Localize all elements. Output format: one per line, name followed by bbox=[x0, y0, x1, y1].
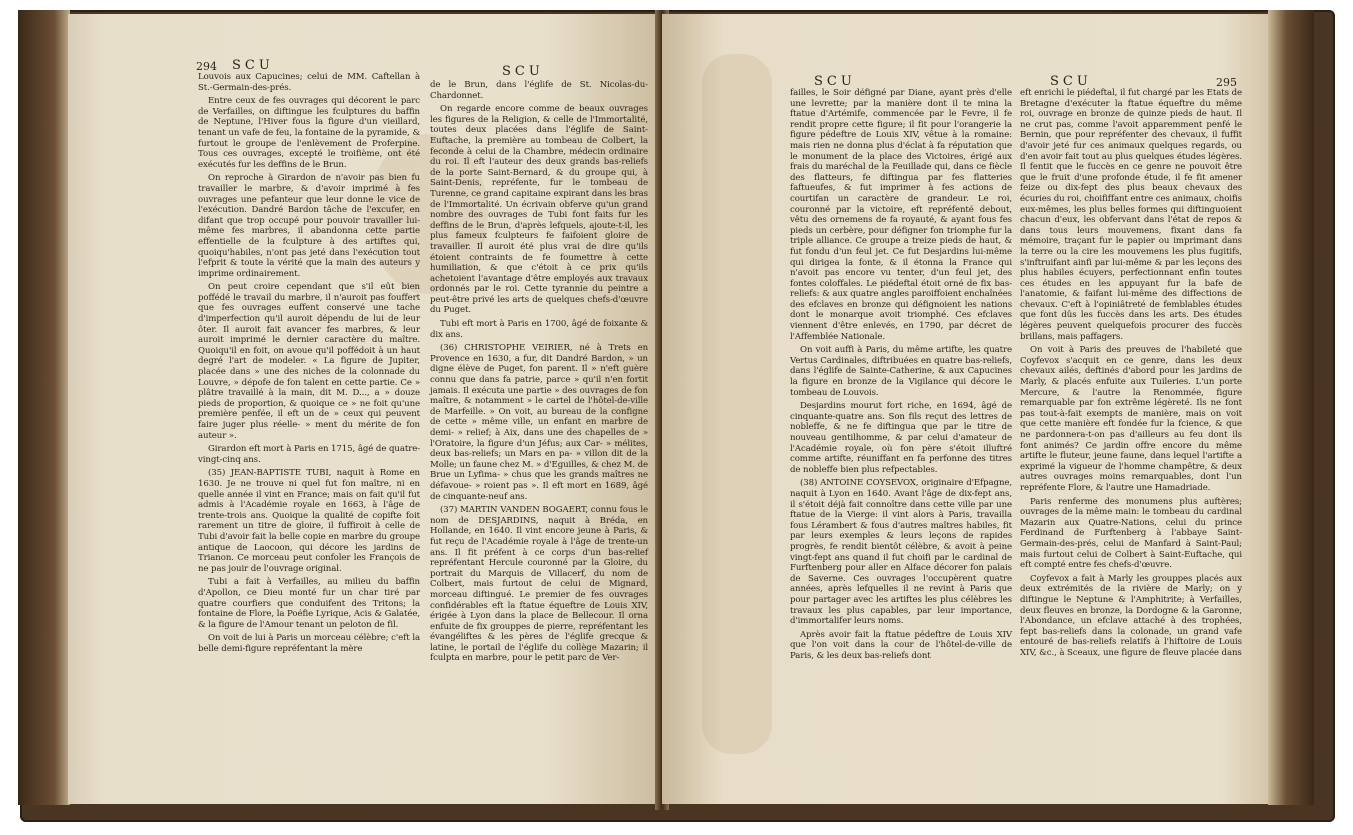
paragraph: (35) JEAN-BAPTISTE TUBI, naquit à Rome en 1630. Je ne trouve ni quel fut fon maître, ni en quelle année il vint en France; mais on fait qu'il fut admis à l'Académie royale en 1663, à l'âge de trente-trois ans. Quoique la qualité de copifte foit rarement un titre de gloire, il fuffiroit à celle de Tubi d'avoir fait la belle copie en marbre du groupe antique de Laocoon, qui décore les jardins de Trianon. Ce morceau peut confoler les François de ne pas jouir de l'ouvrage original. bbox=[198, 468, 420, 574]
paper-stain bbox=[702, 54, 772, 754]
paragraph: Entre ceux de fes ouvrages qui décorent le parc de Verfailles, on diftingue les fculptures du baffin de Neptune, l'Hiver fous la figure d'un vieillard, tenant un vafe de feu, la fontaine de la pyramide, & furtout le groupe de l'enlèvement de Proferpine. Tous ces ouvrages, excepté le troifième, ont été exécutés fur les deffins de le Brun. bbox=[198, 96, 420, 170]
paragraph: Après avoir fait la ftatue pédeftre de Louis XIV que l'on voit dans la cour de l'hôtel-de-ville de Paris, & les deux bas-reliefs dont bbox=[790, 629, 1012, 661]
left-page-column-1 bbox=[198, 72, 420, 657]
paragraph: On voit de lui à Paris un morceau célèbre; c'eft la belle demi-figure repréfentant la mère bbox=[198, 633, 420, 654]
running-header-left-col2: SCU bbox=[502, 64, 544, 79]
paragraph: de le Brun, dans l'églife de St. Nicolas-du-Chardonnet. bbox=[430, 80, 648, 101]
paragraph: eft enrichi le piédeftal, il fut chargé par les Etats de Bretagne d'exécuter la ftatue équeftre du même roi, ouvrage en bronze de quinze pieds de haut. Il ne crut pas, comme l'avoit apparemment penfé le Bernin, que pour repréfenter des chevaux, il fuffit d'avoir jeté fur ces animaux quelques regards, ou d'en avoir fait tout au plus quelques études légères. Il fentit que le fuccès en ce genre ne pouvoit être que le fruit d'une profonde étude, il fe fit amener feize ou dix-fept des plus beaux chevaux des écuries du roi, choififfant entre ces animaux, choifis eux-mêmes, les plus belles formes qui diftinguoient chacun d'eux, les obfervant dans l'état de repos & dans tous leurs mouvemens, fixant dans fa mémoire, traçant fur le papier ou imprimant dans la terre ou la cire les mouvemens les plus fugitifs, s'inftruifant ainfi par lui-même & par les leçons des plus habiles écuyers, perfectionnant enfin toutes ces études en les appuyant fur la bafe de l'anatomie, & faifant lui-même des diffections de chevaux. C'eft à l'opiniâtreté de femblables études que font dûs les fuccès dans les arts. Des études légères peuvent quelquefois procurer des fuccès brillans, mais paffagers. bbox=[1020, 88, 1242, 342]
paragraph: Paris renferme des monumens plus auftères; ouvrages de la même main: le tombeau du cardinal Mazarin aux Quatre-Nations, celui du prince Ferdinand de Furftenberg à l'abbaye Saint-Germain-des-prés, celui de Manfard à Saint-Paul; mais furtout celui de Colbert à Saint-Euftache, qui eft compté entre fes chefs-d'œuvre. bbox=[1020, 496, 1242, 571]
paragraph: Coyfevox a fait à Marly les grouppes placés aux deux extrémités de la rivière de Marly; on y diftingue le Neptune & l'Amphitrite; à Verfailles, deux fleuves en bronze, la Dordogne & la Garonne, l'Abondance, un efclave attaché à des trophées, fept bas-reliefs dans la colonade, un grand vafe entouré de bas-reliefs relatifs à l'hiftoire de Louis XIV, &c., à Sceaux, une figure de fleuve placée dans bbox=[1020, 573, 1242, 658]
right-page-column-1 bbox=[790, 88, 1012, 664]
paragraph: On reproche à Girardon de n'avoir pas bien fu travailler le marbre, & d'avoir imprimé à fes ouvrages une pefanteur que leur donne le vice de l'exécution. Dandré Bardon tâche de l'excufer, en difant que trop occupé pour pouvoir travailler lui-même fes marbres, il abandonna cette partie effentielle de la fculpture à des artiftes qui, quoiqu'habiles, n'ont pas jeté dans l'exécution tout l'efprit & toute la vérité que la main des auteurs y imprime ordinairement. bbox=[198, 173, 420, 279]
paragraph: On peut croire cependant que s'il eût bien poffédé le travail du marbre, il n'auroit pas fouffert que fes ouvrages euffent conservé une tache d'imperfection qu'il auroit dépendu de lui de leur ôter. Il auroit fait avancer fes marbres, & leur auroit imprimé le dernier caractère du maître. Quoiqu'il en foit, on avoue qu'il poffédoit à un haut degré l'art de modeler. « La figure de Jupiter, placée dans » une des niches de la colonnade du Louvre, » dépofe de fon talent en cette partie. Ce » plâtre travaillé à la main, dit M. D..., a » douze pieds de proportion, & quoique ce » ne foit qu'une première penfée, il eft un de » ceux qui peuvent faire juger plus réelle- » ment du mérite de fon auteur ». bbox=[198, 282, 420, 441]
paragraph: (38) ANTOINE COYSEVOX, originaire d'Efpagne, naquit à Lyon en 1640. Avant l'âge de dix-fept ans, il s'étoit déjà fait connoître dans cette ville par une ftatue de la Vierge: il vint alors à Paris, travailla fous Lérambert & fous d'autres maîtres habiles, fit par leurs exemples & leurs leçons de rapides progrès, fe rendit bientôt célèbre, & avoit à peine vingt-fept ans quand il fut choifi par le cardinal de Furftenberg pour aller en Alface décorer fon palais de Saverne. Ces ouvrages l'occupèrent quatre années, après lefquelles il ne revint à Paris que pour partager avec les artiftes les plus célèbres les travaux les plus capables, par leur importance, d'immortalifer leurs noms. bbox=[790, 478, 1012, 627]
running-header-right-col1: SCU bbox=[814, 74, 856, 89]
paragraph: On regarde encore comme de beaux ouvrages les figures de la Religion, & celle de l'Immortalité, toutes deux placées dans l'églife de Saint-Euftache, la première au tombeau de Colbert, la feconde à celui de la Chambre, médecin ordinaire du roi. Il eft l'auteur des deux grands bas-reliefs de la porte Saint-Bernard, & du groupe qui, à Saint-Denis, repréfente, fur le tombeau de Turenne, ce grand capitaine expirant dans les bras de l'Immortalité. Un écrivain obferve qu'un grand nombre des ouvrages de Tubi font faits fur les deffins de le Brun, d'après lefquels, ajoute-t-il, les plus fameux fculpteurs fe faifoient gloire de travailler. Il auroit été plus vrai de dire qu'ils étoient contraints de fe foumettre à cette humiliation, & que c'étoit à ce prix qu'ils achetoient l'avantage d'être employés aux travaux ordonnés par le roi. Cette tyrannie du peintre a peut-être privé les arts de quelques chefs-d'œuvre du Puget. bbox=[430, 104, 648, 316]
right-page-column-2 bbox=[1020, 88, 1242, 661]
paragraph: Girardon eft mort à Paris en 1715, âgé de quatre-vingt-cinq ans. bbox=[198, 444, 420, 465]
paragraph: (36) CHRISTOPHE VEIRIER, né à Trets en Provence en 1630, a fur, dit Dandré Bardon, » un digne élève de Puget, fon parent. Il » n'eft guère connu que dans fa patrie, parce » qu'il n'en fortit jamais. Il exécuta une partie » des ouvrages de fon maître, & notamment » le cartel de l'hôtel-de-ville de Marfeille. » On voit, au bureau de la configne de cette » même ville, un enfant en marbre de demi- » relief; à Aix, dans une des chapelles de » l'Oratoire, la figure d'un Jéfus; aux Car- » mélites, deux bas-reliefs; un Mars en pa- » villon dit de la Molle; un faune chez M. » d'Eguilles, & chez M. de Brue un Lyfima- » chus que les grands maîtres ne défavoue- » roient pas ». Il eft mort en 1689, âgé de cinquante-neuf ans. bbox=[430, 343, 648, 502]
paragraph: Louvois aux Capucines; celui de MM. Caftellan à St.-Germain-des-prés. bbox=[198, 72, 420, 93]
paragraph: failles, le Soir défigné par Diane, ayant près d'elle une levrette; par la manière dont il te mina la ftatue d'Artémife, commencée par le Fevre, il fe rendit propre cette figure; il fit pour l'orangerie la figure pédeftre de Louis XIV, vêtue à la romaine: mais rien ne donna plus d'éclat à fa réputation que le monument de la place des Victoires, érigé aux frais du maréchal de la Feuillade qui, dans ce fiècle des flatteurs, fe diftingua par fes flatteries faftueufes, & fut imprimer à fes actions de courtifan un caractère de grandeur. Le roi, couronné par la victoire, eft repréfenté debout, vêtu des ornemens de fa royauté, & ayant fous fes pieds un cerbère, pour défigner fon triomphe fur la triple alliance. Ce groupe a treize pieds de haut, & fut fondu d'un feul jet. Ce fut Desjardins lui-même qui dirigea la fonte, & il étonna la France qui n'avoit pas encore vu tenter, d'un feul jet, des fontes coloffales. Le piédeftal étoit orné de fix bas-reliefs: & aux quatre angles paroiffoient enchaînées des efclaves en bronze qui défignoient les nations dont le monarque avoit triomphé. Ces efclaves viennent d'être enlevés, en 1790, par décret de l'Affemblée Nationale. bbox=[790, 88, 1012, 342]
paragraph: Desjardins mourut fort riche, en 1694, âgé de cinquante-quatre ans. Son fils reçut des lettres de nobleffe, & ne fe diftingua que par le titre de nouveau gentilhomme, & par celui d'amateur de l'Académie royale, où fon père s'étoit illuftré comme artifte, réuniffant en fa perfonne des titres de nobleffe bien plus refpectables. bbox=[790, 401, 1012, 475]
right-page bbox=[662, 14, 1268, 804]
paragraph: Tubi eft mort à Paris en 1700, âgé de foixante & dix ans. bbox=[430, 319, 648, 340]
left-page bbox=[68, 14, 660, 804]
running-header-left-col1: SCU bbox=[232, 58, 274, 73]
right-cover-edge bbox=[1268, 10, 1314, 805]
paragraph: On voit auffi à Paris, du même artifte, les quatre Vertus Cardinales, diftribuées en quatre bas-reliefs, dans l'églife de Sainte-Catherine, & aux Capucines la figure en bronze de la Vigilance qui décore le tombeau de Louvois. bbox=[790, 345, 1012, 398]
paragraph: On voit à Paris des preuves de l'habileté que Coyfevox s'acquit en ce genre, dans les deux chevaux ailés, deftinés d'abord pour les jardins de Marly, & placés enfuite aux Tuileries. L'un porte Mercure, & l'autre la Renommée, figure remarquable par fon extrême légèreté. Ils ne font pas tout-à-fait exempts de manière, mais on voit que cette manière eft fondée fur la fcience, & que ne pardonnera-t-on pas d'ailleurs au feu dont ils font animés? Ce jardin offre encore du même artifte le fluteur, jeune faune, dans lequel l'artifte a exprimé la vigueur de l'homme champêtre, & deux autres ouvrages moins remarquables, dont l'un repréfente Flore, & l'autre une Hamadriade. bbox=[1020, 345, 1242, 493]
left-page-column-2 bbox=[430, 80, 648, 667]
paragraph: Tubi a fait à Verfailles, au milieu du baffin d'Apollon, ce Dieu monté fur un char tiré par quatre courfiers que conduifent des Tritons; la fontaine de Flore, la Poéfie Lyrique, Acis & Galatée, & la figure de l'Amour tenant un peloton de fil. bbox=[198, 577, 420, 630]
left-cover-edge bbox=[18, 10, 70, 805]
paragraph: (37) MARTIN VANDEN BOGAERT, connu fous le nom de DESJARDINS, naquit à Bréda, en Hollande, en 1640. Il vint encore jeune à Paris, & fut reçu de l'Académie royale à l'âge de trente-un ans. Il fit préfent à ce corps d'un bas-relief repréfentant Hercule couronné par la Gloire, du portrait du Marquis de Villacerf, du nom de Colbert, mais furtout de celui de Mignard, morceau diftingué. Le premier de fes ouvrages confidérables eft la ftatue équeftre de Louis XIV, érigée à Lyon dans la place de Bellecour. Il orna enfuite de fix grouppes de pierre, repréfentant les évangéliftes & les pères de l'églife grecque & latine, le portail de l'églife du collège Mazarin; il fculpta en marbre, pour le petit parc de Ver- bbox=[430, 505, 648, 664]
running-header-right-col2: SCU bbox=[1050, 74, 1092, 89]
page-number-right: 295 bbox=[1216, 76, 1237, 89]
page-number-left: 294 bbox=[196, 60, 217, 73]
